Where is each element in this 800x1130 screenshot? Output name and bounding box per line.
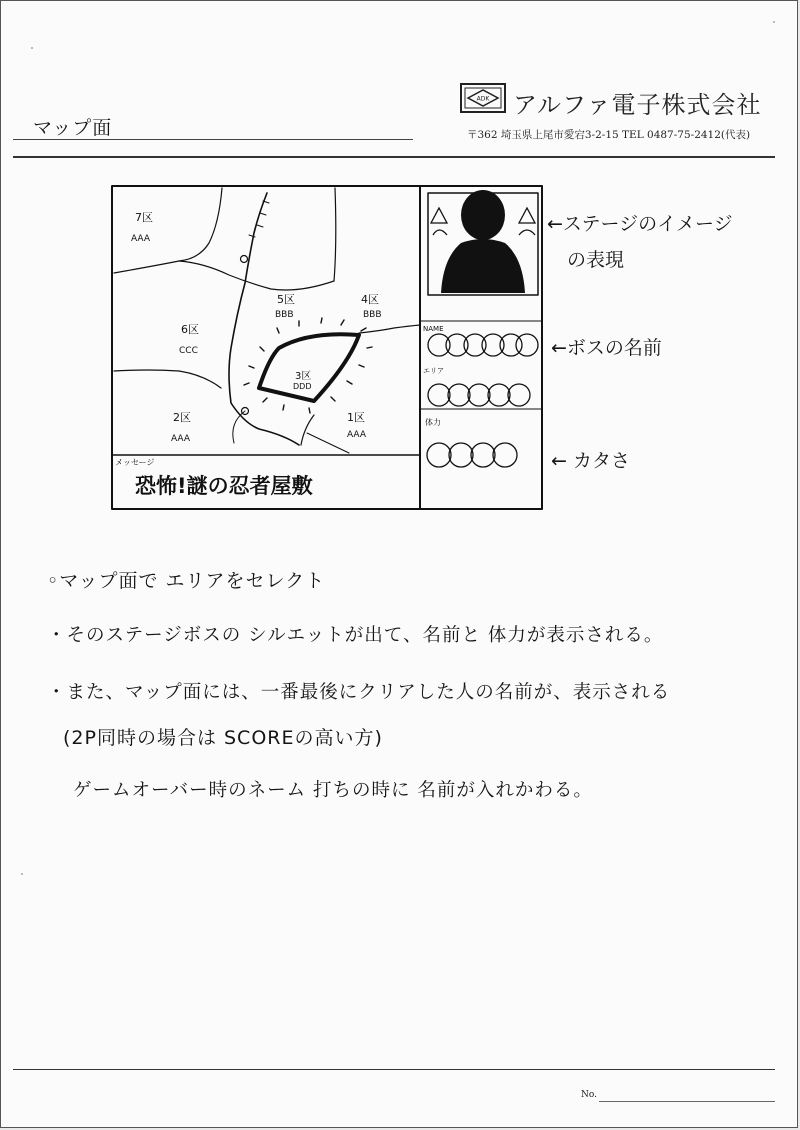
stamina-slot-1 bbox=[427, 443, 451, 467]
note-line-2: ・そのステージボスの シルエットが出て、名前と 体力が表示される。 bbox=[47, 625, 664, 646]
name-slot-1 bbox=[428, 334, 450, 356]
annotation-toughness: ← カタさ bbox=[551, 450, 630, 472]
border-5-4 bbox=[334, 188, 336, 281]
area-label-1: 1区 bbox=[347, 411, 365, 424]
panel-label-stamina: 体力 bbox=[425, 418, 441, 427]
area-label-3: 3区 bbox=[295, 371, 312, 382]
header-rule bbox=[13, 156, 775, 158]
message-label: メッセージ bbox=[115, 458, 155, 467]
title-underline bbox=[13, 139, 413, 140]
border-6 bbox=[114, 370, 221, 388]
paper-speck bbox=[31, 47, 33, 49]
area-code-7: AAA bbox=[131, 234, 150, 244]
note-line-4: (2P同時の場合は SCOREの高い方) bbox=[63, 727, 383, 749]
border-1 bbox=[301, 415, 314, 445]
footer-rule bbox=[13, 1069, 775, 1070]
message-text: 恐怖!謎の忍者屋敷 bbox=[135, 474, 313, 498]
annotation-image-2: の表現 bbox=[567, 249, 625, 271]
paper-speck bbox=[21, 873, 23, 875]
company-address: 〒362 埼玉県上尾市愛宕3-2-15 TEL 0487-75-2412(代表) bbox=[467, 129, 751, 141]
area-slot-2 bbox=[448, 384, 470, 406]
area-slot-4 bbox=[488, 384, 510, 406]
stamina-slot-3 bbox=[471, 443, 495, 467]
name-slot-6 bbox=[516, 334, 538, 356]
note-line-3: ・また、マップ面には、一番最後にクリアした人の名前が、表示される bbox=[47, 682, 671, 703]
map-screen-sketch bbox=[109, 183, 549, 513]
page-number-label: No. bbox=[581, 1090, 597, 1100]
area-label-5: 5区 bbox=[277, 293, 295, 306]
note-line-1: ◦マップ面で エリアをセレクト bbox=[47, 570, 326, 592]
name-slot-4 bbox=[482, 334, 504, 356]
note-line-5: ゲームオーバー時のネーム 打ちの時に 名前が入れかわる。 bbox=[73, 780, 593, 801]
border-7 bbox=[114, 188, 222, 273]
paper-speck bbox=[773, 21, 775, 23]
area-code-5: BBB bbox=[275, 310, 294, 320]
boss-silhouette bbox=[431, 190, 535, 293]
stamina-slot-2 bbox=[449, 443, 473, 467]
annotation-image: ←ステージのイメージ bbox=[547, 213, 733, 235]
area-code-4: BBB bbox=[363, 310, 382, 320]
border-1b bbox=[307, 433, 349, 453]
document-title: マップ面 bbox=[33, 117, 113, 139]
area-slot-1 bbox=[428, 384, 450, 406]
area-slot-5 bbox=[508, 384, 530, 406]
road-south bbox=[233, 411, 245, 443]
area-slot-3 bbox=[468, 384, 490, 406]
area-code-2: AAA bbox=[171, 434, 190, 444]
map-node-north bbox=[241, 256, 248, 263]
name-slot-3 bbox=[464, 334, 486, 356]
area-code-6: CCC bbox=[179, 346, 198, 356]
area-label-7: 7区 bbox=[135, 211, 153, 224]
border-7b bbox=[179, 261, 334, 290]
name-slot-2 bbox=[446, 334, 468, 356]
river-ticks bbox=[249, 201, 269, 237]
border-4-east bbox=[359, 325, 420, 333]
annotation-boss-name: ←ボスの名前 bbox=[551, 337, 662, 359]
svg-text:ADK: ADK bbox=[476, 95, 490, 103]
panel-label-name: NAME bbox=[423, 325, 444, 333]
panel-label-area: エリア bbox=[423, 367, 444, 375]
company-logo-icon bbox=[460, 83, 506, 113]
stamina-slot-4 bbox=[493, 443, 517, 467]
area-label-4: 4区 bbox=[361, 293, 379, 306]
area-label-2: 2区 bbox=[173, 411, 191, 424]
area-label-6: 6区 bbox=[181, 323, 199, 336]
map-frame bbox=[112, 186, 420, 509]
area-code-3: DDD bbox=[293, 382, 312, 391]
page-number-rule bbox=[599, 1101, 775, 1102]
company-name: アルファ電子株式会社 bbox=[513, 91, 762, 119]
area-code-1: AAA bbox=[347, 430, 366, 440]
